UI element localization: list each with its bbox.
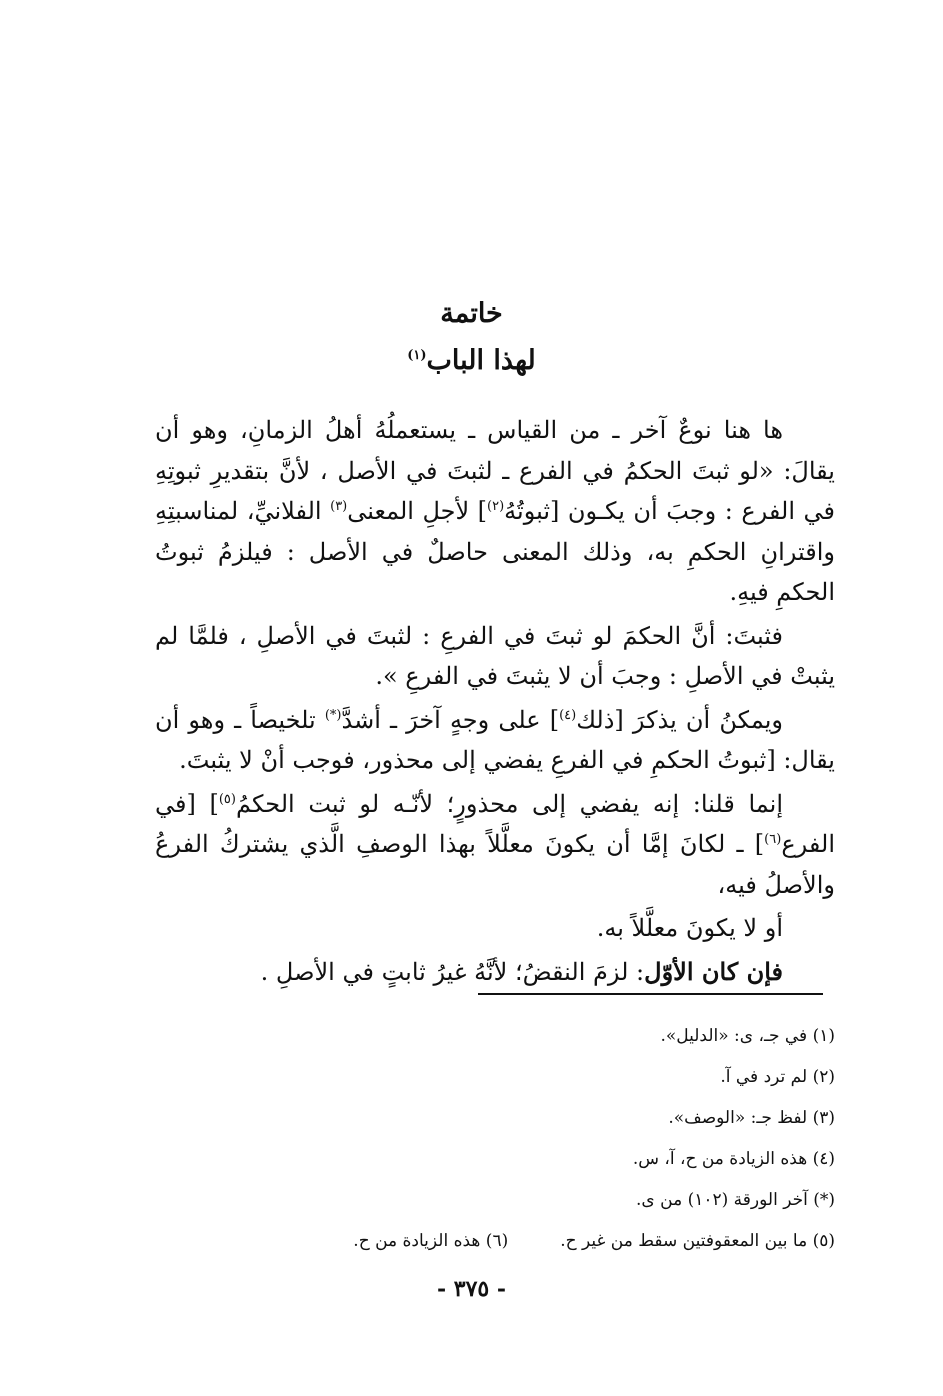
footnote-6: (٦) هذه الزيادة من ح. [353, 1231, 509, 1251]
page-number: - ٣٧٥ - [436, 1276, 507, 1302]
footnote-ref: (٢) [487, 499, 505, 514]
footnote-divider [478, 993, 823, 995]
paragraph-1 [155, 410, 835, 613]
paragraph-text: تلخيصاً ـ وهو أن يقال: [ثبوتُ الحكمِ في الفرعِ يفضي إلى محذور، فوجب أنْ لا يثبتَ. [155, 705, 835, 774]
paragraph-5: أو لا يكونَ معلَّلاً به. [596, 914, 783, 942]
footnotes [155, 1016, 835, 1262]
paragraph-text: ] على وجهٍ آخرَ ـ أشدَّ [341, 705, 560, 734]
footnote-3: (٣) لفظ جـ: «الوصف». [668, 1108, 835, 1128]
footnote-5: (٥) ما بين المعقوفتين سقط من غير ح. [560, 1231, 835, 1251]
paragraph-text: ] لأجلِ المعنى [347, 497, 488, 525]
footnote-1: (١) في جـ، ى: «الدليل». [660, 1026, 835, 1046]
footnote-2: (٢) لم ترد في آ. [720, 1067, 835, 1087]
footnote-ref: (٥) [218, 791, 236, 807]
subtitle-text: لهذا الباب [426, 345, 536, 376]
paragraph-text: ها هنا نوعٌ آخر ـ من القياس ـ يستعملُهُ أهلُ الزمانِ، وهو أن يقالَ: «لو ثبتَ الحكمُ في الفرع ـ لثبتَ في الأصل ، لأنَّ بتقديرِ ثبوتِهِ في الفرع : وجبَ أن يكـون [ثبوتُهُ [155, 416, 836, 525]
paragraph-text: ] ـ لكانَ إمَّا أن يكونَ معلَّلاً بهذا الوصفِ الَّذي يشتركُ الفرعُ والأصلُ فيه، [155, 830, 835, 899]
paragraph-text: ] [في الفرع [155, 789, 835, 858]
footnote-ref: (*) [324, 707, 342, 723]
paragraph-3 [155, 700, 835, 781]
footnote-star: (*) آخر الورقة (١٠٢) من ى. [636, 1190, 835, 1210]
paragraph-text: ويمكنُ أن يذكرَ [ذلك [576, 705, 783, 734]
main-text [155, 410, 835, 992]
paragraph-6 [155, 952, 835, 993]
footnote-ref: (١) [407, 348, 427, 363]
footnote-ref: (٣) [330, 499, 348, 514]
page-subtitle [0, 345, 943, 376]
footnote-ref: (٤) [559, 707, 577, 723]
footnote-row [155, 1221, 835, 1262]
paragraph-text: إنما قلنا: إنه يفضي إلى محذورٍ؛ لأنّـه لو ثبت الحكمُ [235, 789, 783, 818]
paragraph-text: الفلانيِّ، لمناسبتِهِ واقترانِ الحكمِ به، وذلك المعنى حاصلٌ في الأصل : فيلزمُ ثبوتُ الحكمِ فيهِ. [155, 497, 835, 606]
page-title: خاتمة [440, 298, 503, 329]
bold-lead: فإن كان الأوّل [644, 956, 783, 986]
paragraph-text: : لزمَ النقضُ؛ لأنَّهُ غيرُ ثابتٍ في الأصلِ . [260, 957, 645, 986]
footnote-4: (٤) هذه الزيادة من ح، آ، س. [632, 1149, 835, 1169]
paragraph-2: فثبتَ: أنَّ الحكمَ لو ثبتَ في الفرعِ : لثبتَ في الأصلِ ، فلمَّا لم يثبتْ في الأصلِ : وجبَ أن لا يثبتَ في الفرعِ ». [155, 621, 835, 690]
paragraph-4 [155, 784, 835, 906]
footnote-ref: (٦) [764, 832, 782, 847]
